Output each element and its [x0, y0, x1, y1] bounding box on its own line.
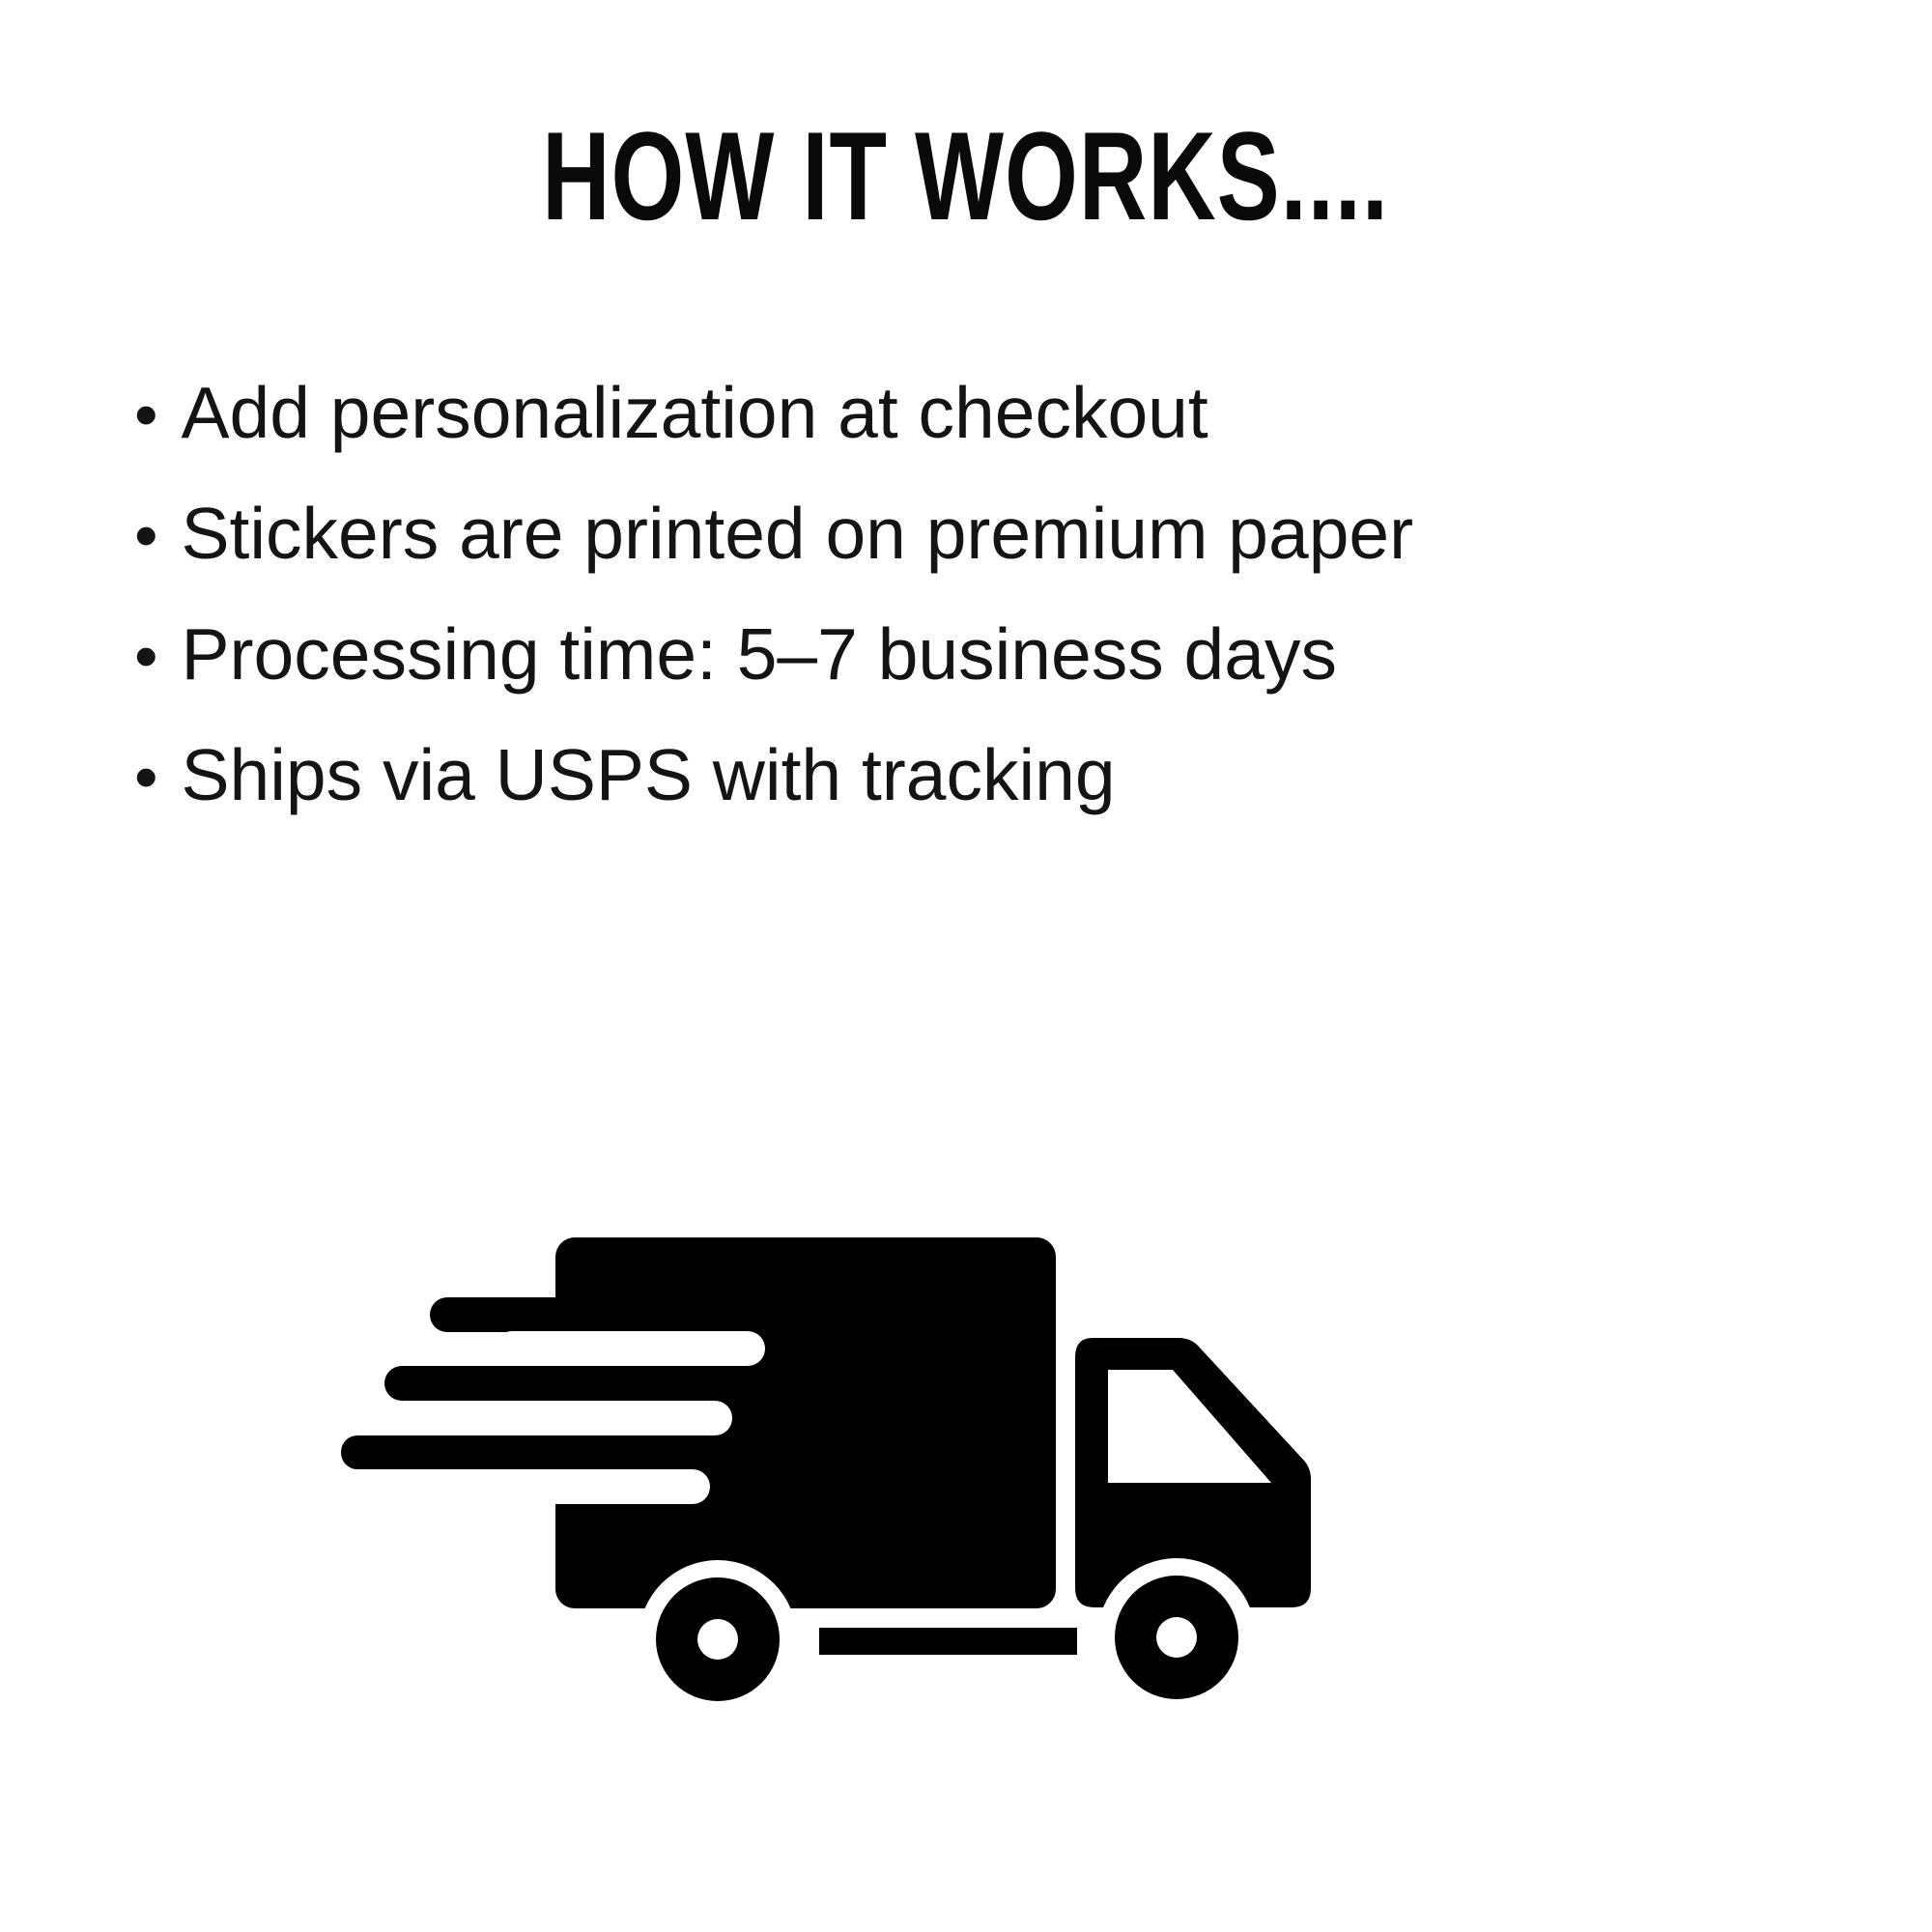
- bullet-marker: •: [134, 618, 158, 694]
- bullet-text: Processing time: 5–7 business days: [181, 613, 1337, 695]
- bullet-text: Stickers are printed on premium paper: [181, 493, 1414, 574]
- front-wheel-hub: [1156, 1617, 1197, 1658]
- bullet-text: Add personalization at checkout: [181, 372, 1208, 453]
- speed-line-gap: [495, 1469, 710, 1504]
- speed-line-gap: [495, 1331, 765, 1366]
- page-title-text: HOW IT WORKS....: [542, 105, 1390, 246]
- axle-bar: [819, 1628, 1077, 1655]
- speed-line-gap: [495, 1401, 732, 1435]
- bullet-marker: •: [134, 377, 158, 452]
- bullet-marker: •: [134, 497, 158, 573]
- bullet-marker: •: [134, 739, 158, 814]
- bullet-text: Ships via USPS with tracking: [181, 734, 1116, 815]
- rear-wheel-hub: [697, 1619, 738, 1660]
- truck-icon-shapes: [341, 1237, 1311, 1719]
